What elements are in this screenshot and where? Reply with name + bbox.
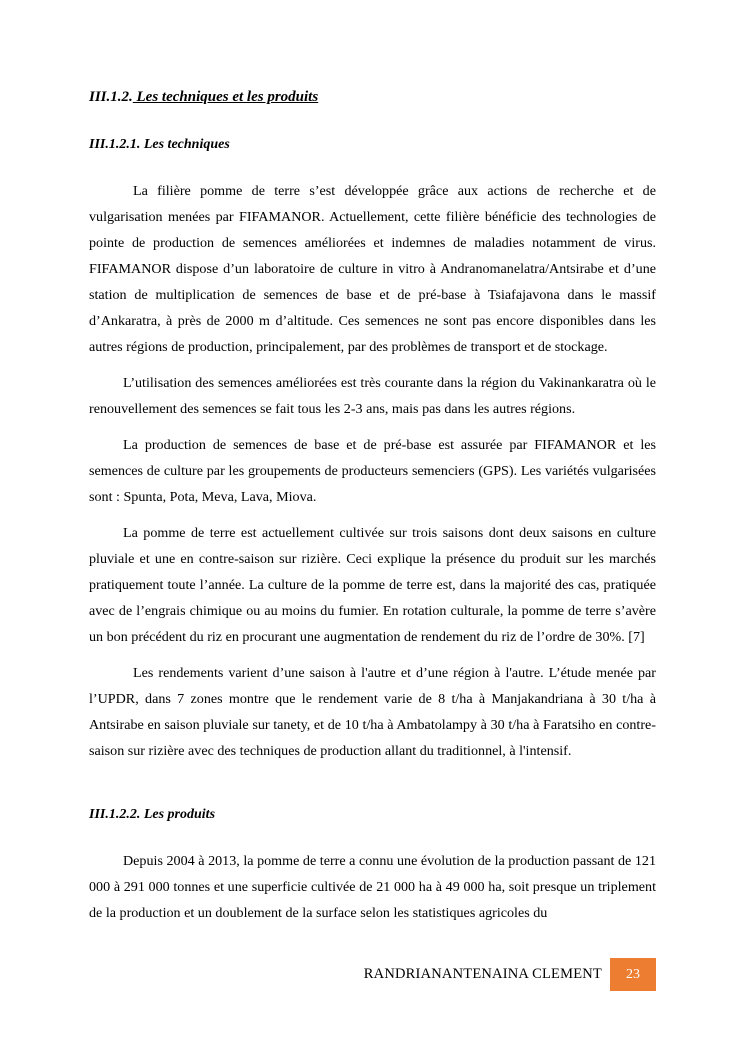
page-footer (0, 958, 656, 991)
paragraph: La pomme de terre est actuellement cultivée sur trois saisons dont deux saisons en culture pluviale et une en contre-saison sur rizière. Ceci explique la présence du produit sur les marchés pratiquement toute l’année. La culture de la pomme de terre est, dans la majorité des cas, pratiquée avec de l’engrais chimique ou au moins du fumier. En rotation culturale, la pomme de terre s’avère un bon précédent du riz en procurant une augmentation de rendement du riz de l’ordre de 30%. [7] (89, 525, 656, 645)
section-number: III.1.2. (89, 89, 133, 105)
page-content (89, 84, 656, 926)
section-title: Les techniques et les produits (132, 89, 319, 105)
page-number-badge: 23 (610, 958, 656, 991)
subsection-heading-techniques: III.1.2.1. Les techniques (89, 137, 230, 152)
section-heading (89, 84, 656, 110)
paragraph: La production de semences de base et de pré-base est assurée par FIFAMANOR et les semences de culture par les groupements de producteurs semenciers (GPS). Les variétés vulgarisées sont : Spunta, Pota, Meva, Lava, Miova. (89, 437, 656, 505)
subsection-heading-produits: III.1.2.2. Les produits (89, 807, 216, 822)
paragraph: La filière pomme de terre s’est développée grâce aux actions de recherche et de vulgarisation menées par FIFAMANOR. Actuellement, cette filière bénéficie des technologies de pointe de production de semences améliorées et indemnes de maladies notamment de virus. FIFAMANOR dispose d’un laboratoire de culture in vitro à Andranomanelatra/Antsirabe et d’une station de multiplication de semences de base et de pré-base à Tsiafajavona dans le massif d’Ankaratra, à près de 2000 m d’altitude. Ces semences ne sont pas encore disponibles dans les autres régions de production, principalement, par des problèmes de transport et de stockage. (89, 183, 656, 355)
footer-author: RANDRIANANTENAINA CLEMENT (363, 966, 602, 982)
paragraph: L’utilisation des semences améliorées est très courante dans la région du Vakinankaratra où le renouvellement des semences se fait tous les 2-3 ans, mais pas dans les autres régions. (89, 375, 656, 417)
paragraph: Depuis 2004 à 2013, la pomme de terre a connu une évolution de la production passant de 121 000 à 291 000 tonnes et une superficie cultivée de 21 000 ha à 49 000 ha, soit presque un triplement de la production et un doublement de la surface selon les statistiques agricoles du (89, 853, 656, 921)
paragraph: Les rendements varient d’une saison à l'autre et d’une région à l'autre. L’étude menée par l’UPDR, dans 7 zones montre que le rendement varie de 8 t/ha à Manjakandriana à 30 t/ha à Antsirabe en saison pluviale sur tanety, et de 10 t/ha à Ambatolampy à 30 t/ha à Faratsiho en contre-saison sur rizière avec des techniques de production allant du traditionnel, à l'intensif. (89, 665, 656, 759)
